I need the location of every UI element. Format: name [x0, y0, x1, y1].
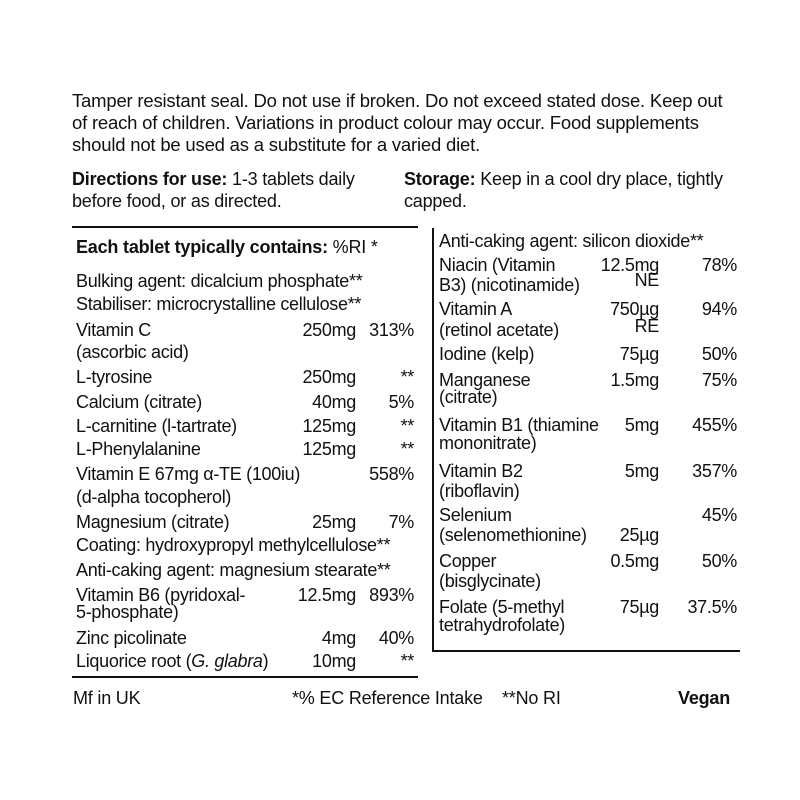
nutrient-name-line2: mononitrate): [439, 433, 537, 453]
table-top-rule: [72, 226, 418, 228]
nutrient-name: L-carnitine (l-tartrate): [76, 416, 237, 436]
nutrient-name: Coating: hydroxypropyl methylcellulose**: [76, 535, 391, 555]
nutrient-ri: 50%: [701, 344, 737, 364]
nutrient-amount: 75µg: [619, 597, 659, 617]
nutrient-name: Calcium (citrate): [76, 392, 202, 412]
nutrient-name: Iodine (kelp): [439, 344, 535, 364]
nutrient-amount: 12.5mg: [600, 255, 659, 275]
storage-instructions: [404, 168, 734, 212]
nutrient-name-line2: (ascorbic acid): [76, 342, 189, 362]
made-in-uk: Mf in UK: [73, 688, 141, 708]
nutrient-name: Vitamin B2: [439, 461, 523, 481]
nutrient-name: Vitamin B6 (pyridoxal-: [76, 585, 246, 605]
nutrient-ri: **: [400, 651, 414, 671]
nutrient-ri: 558%: [369, 464, 414, 484]
nutrient-amount: 750µg: [610, 299, 659, 319]
nutrient-table-right: [439, 232, 737, 642]
nutrient-amount: 0.5mg: [610, 551, 659, 571]
storage-text: Keep in a cool dry place, tightly capped.: [404, 169, 723, 211]
nutrient-name: L-tyrosine: [76, 367, 153, 387]
nutrient-name: Anti-caking agent: silicon dioxide**: [439, 231, 704, 251]
nutrient-amount: 5mg: [624, 461, 659, 481]
table-header-ri: %RI *: [327, 237, 378, 257]
nutrient-name: Selenium: [439, 505, 512, 525]
no-ri-note: **No RI: [502, 688, 561, 708]
nutrient-name: Niacin (Vitamin: [439, 255, 556, 275]
nutrient-amount: 125mg: [302, 439, 356, 459]
nutrient-ri: 45%: [701, 505, 737, 525]
nutrient-ri: 7%: [388, 512, 414, 532]
nutrient-name-line2: (selenomethionine): [439, 525, 587, 545]
nutrient-name: Stabiliser: microcrystalline cellulose**: [76, 294, 362, 314]
nutrient-name-line2: (riboflavin): [439, 481, 520, 501]
nutrient-name-line2: (retinol acetate): [439, 320, 559, 340]
nutrient-amount: 12.5mg: [297, 585, 356, 605]
nutrient-amount: 25mg: [312, 512, 356, 532]
nutrient-name: L-Phenylalanine: [76, 439, 201, 459]
nutrient-amount: 4mg: [321, 628, 356, 648]
nutrient-name-line2: B3) (nicotinamide): [439, 275, 580, 295]
nutrient-ri: **: [400, 367, 414, 387]
nutrient-ri: **: [400, 416, 414, 436]
nutrient-ri: 78%: [701, 255, 737, 275]
nutrient-ri: 357%: [692, 461, 737, 481]
column-divider: [432, 228, 434, 652]
nutrient-name-line2: (bisglycinate): [439, 571, 541, 591]
nutrient-name: Vitamin B1 (thiamine: [439, 415, 599, 435]
nutrient-amount-unit: NE: [634, 270, 659, 290]
nutrient-name-line2: (d-alpha tocopherol): [76, 487, 232, 507]
nutrient-name: Vitamin A: [439, 299, 513, 319]
nutrient-name-end: ): [262, 651, 269, 671]
warning-text: Tamper resistant seal. Do not use if broken. Do not exceed stated dose. Keep out of reach of children. Variations in product colour may occur. Food supplements should not be used as a substitute for a varied diet.: [72, 90, 723, 155]
nutrient-amount: 1.5mg: [610, 370, 659, 390]
nutrient-amount: 250mg: [302, 367, 356, 387]
nutrient-name-line2: tetrahydrofolate): [439, 615, 565, 635]
nutrient-amount: 5mg: [624, 415, 659, 435]
nutrient-ri: 5%: [388, 392, 414, 412]
nutrient-name: Manganese: [439, 370, 531, 390]
nutrient-name-italic: G. glabra: [191, 651, 263, 671]
nutrient-ri: 94%: [701, 299, 737, 319]
nutrient-amount-unit: 25µg: [619, 525, 659, 545]
nutrient-amount-unit: RE: [634, 316, 659, 336]
nutrient-ri: 37.5%: [687, 597, 737, 617]
nutrient-name: Folate (5-methyl: [439, 597, 565, 617]
nutrient-ri: 893%: [369, 585, 414, 605]
vegan-label: Vegan: [678, 688, 731, 708]
nutrient-table-left: [76, 272, 414, 672]
table-bottom-rule-left: [72, 676, 418, 678]
nutrient-name: [76, 652, 268, 670]
nutrient-name-line2: 5-phosphate): [76, 602, 179, 622]
nutrient-name: Vitamin C: [76, 320, 151, 340]
directions-text: 1-3 tablets daily before food, or as directed.: [72, 169, 355, 211]
nutrient-amount: 10mg: [312, 651, 356, 671]
nutrient-ri: 455%: [692, 415, 737, 435]
nutrient-ri: 50%: [701, 551, 737, 571]
nutrient-name: Bulking agent: dicalcium phosphate**: [76, 271, 363, 291]
nutrient-name: Copper: [439, 551, 497, 571]
reference-intake-note: *% EC Reference Intake: [292, 688, 483, 708]
nutrient-amount: 75µg: [619, 344, 659, 364]
nutrient-ri: **: [400, 439, 414, 459]
nutrient-name-line2: (citrate): [439, 387, 498, 407]
storage-label: Storage:: [404, 169, 476, 189]
table-header-title: Each tablet typically contains:: [76, 237, 328, 257]
directions-for-use: [72, 168, 397, 212]
nutrient-name: Magnesium (citrate): [76, 512, 230, 532]
table-header: [76, 237, 378, 258]
nutrient-name: Zinc picolinate: [76, 628, 187, 648]
directions-label: Directions for use:: [72, 169, 228, 189]
table-bottom-rule-right: [432, 650, 740, 652]
nutrient-name-start: Liquorice root (: [76, 651, 192, 671]
nutrient-ri: 313%: [369, 320, 414, 340]
nutrient-name: Anti-caking agent: magnesium stearate**: [76, 560, 391, 580]
nutrient-ri: 75%: [701, 370, 737, 390]
nutrient-amount: 40mg: [312, 392, 356, 412]
nutrient-ri: 40%: [378, 628, 414, 648]
nutrient-name: Vitamin E 67mg α-TE (100iu): [76, 464, 301, 484]
nutrient-amount: 250mg: [302, 320, 356, 340]
nutrient-amount: 125mg: [302, 416, 356, 436]
